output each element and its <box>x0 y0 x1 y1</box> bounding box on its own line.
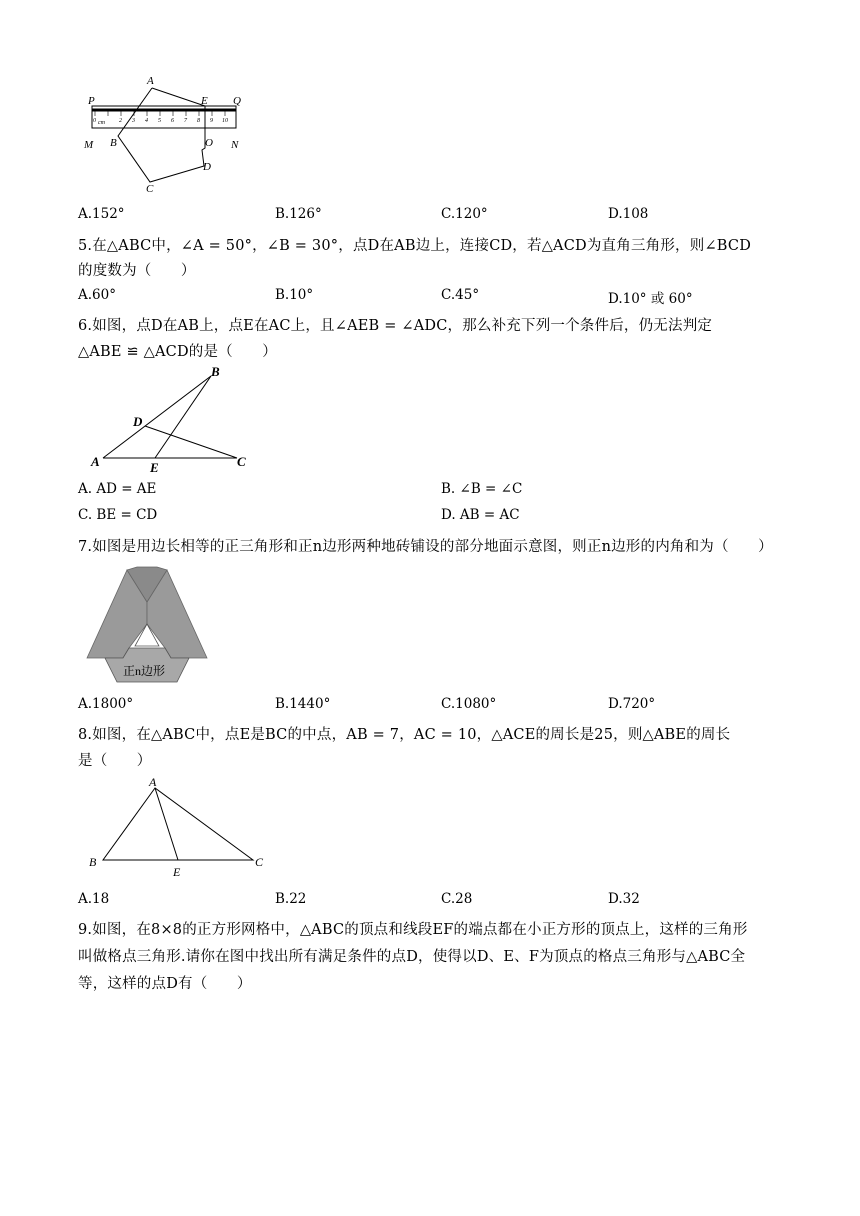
q7-option-a[interactable]: A.1800° <box>78 696 134 712</box>
ruler-tick-2: 2 <box>119 118 122 124</box>
label-Q: Q <box>233 95 241 107</box>
label-B: B <box>110 137 117 149</box>
q4-option-d[interactable]: D.108 <box>608 206 649 222</box>
q8-option-a[interactable]: A.18 <box>78 891 110 907</box>
q9-text-line3: 等，这样的点D有（ ） <box>78 976 252 992</box>
q8-option-b[interactable]: B.22 <box>275 891 307 907</box>
ruler-tick-5: 5 <box>158 118 161 124</box>
q4-option-b[interactable]: B.126° <box>275 206 322 222</box>
ruler-unit: cm <box>98 120 105 126</box>
pentagon-outline <box>118 88 205 182</box>
label-C: C <box>255 855 264 869</box>
q7-option-b[interactable]: B.1440° <box>275 696 331 712</box>
q6-option-b[interactable]: B. ∠B = ∠C <box>441 481 523 497</box>
q5-option-c[interactable]: C.45° <box>441 287 480 303</box>
ruler-tick-6: 6 <box>171 118 174 124</box>
q4-option-c[interactable]: C.120° <box>441 206 488 222</box>
q6-figure <box>85 362 260 474</box>
q5-text-line2: 的度数为（ ） <box>78 263 196 279</box>
segment-AB <box>103 376 211 458</box>
q6-text-line2: △ABE ≌ △ACD的是（ ） <box>78 344 277 360</box>
q5-option-d[interactable]: D.10° 或 60° <box>608 291 693 307</box>
label-N: N <box>231 139 239 151</box>
ruler-tick-7: 7 <box>184 118 187 124</box>
ruler-tick-4: 4 <box>145 118 148 124</box>
label-B: B <box>211 364 220 379</box>
q8-figure <box>85 776 270 880</box>
ruler-tick-9: 9 <box>210 118 213 124</box>
q8-option-c[interactable]: C.28 <box>441 891 473 907</box>
q7-figure <box>85 566 210 686</box>
q5-text-line1: 5.在△ABC中，∠A = 50°，∠B = 30°，点D在AB边上，连接CD，若△ACD为直角三角形，则∠BCD <box>78 238 752 254</box>
q6-option-c[interactable]: C. BE = CD <box>78 507 158 523</box>
label-D: D <box>203 161 211 173</box>
label-E: E <box>201 95 208 107</box>
q5-option-b[interactable]: B.10° <box>275 287 314 303</box>
label-C: C <box>146 183 154 195</box>
q7-option-d[interactable]: D.720° <box>608 696 656 712</box>
q5-option-a[interactable]: A.60° <box>78 287 116 303</box>
q6-text-line1: 6.如图，点D在AB上，点E在AC上，且∠AEB = ∠ADC，那么补充下列一个条件后，仍无法判定 <box>78 318 713 334</box>
ruler-tick-8: 8 <box>197 118 200 124</box>
label-C: C <box>237 454 246 469</box>
ruler-tick-3: 3 <box>132 118 135 124</box>
triangle-ABC <box>103 788 253 860</box>
ruler-tick-10: 10 <box>222 118 228 124</box>
ruler-tick-0: 0 <box>93 118 96 124</box>
label-E: E <box>150 460 159 474</box>
q4-option-a[interactable]: A.152° <box>78 206 125 222</box>
q8-text-line1: 8.如图，在△ABC中，点E是BC的中点，AB = 7，AC = 10，△ACE的周长是25，则△ABE的周长 <box>78 727 731 743</box>
label-A: A <box>147 75 154 87</box>
label-D: D <box>133 414 143 429</box>
label-P: P <box>88 95 95 107</box>
q7-option-c[interactable]: C.1080° <box>441 696 497 712</box>
label-M: M <box>84 139 94 151</box>
label-A: A <box>91 454 100 469</box>
segment-AE <box>155 788 178 860</box>
label-E: E <box>173 865 181 879</box>
label-A: A <box>149 776 157 789</box>
regular-n-gon-label: 正n边形 <box>123 664 166 678</box>
q8-option-d[interactable]: D.32 <box>608 891 640 907</box>
q9-text-line1: 9.如图，在8×8的正方形网格中，△ABC的顶点和线段EF的端点都在小正方形的顶点上，这样的三角形 <box>78 922 748 938</box>
q6-option-a[interactable]: A. AD = AE <box>78 481 157 497</box>
q6-option-d[interactable]: D. AB = AC <box>441 507 520 523</box>
q9-text-line2: 叫做格点三角形.请你在图中找出所有满足条件的点D，使得以D、E、F为顶点的格点三角形与△ABC全 <box>78 949 746 965</box>
q7-text-line1: 7.如图是用边长相等的正三角形和正n边形两种地砖铺设的部分地面示意图，则正n边形的内角和为（ ） <box>78 539 773 555</box>
q8-text-line2: 是（ ） <box>78 753 152 769</box>
q4-figure <box>80 70 250 200</box>
label-O: O <box>205 137 213 149</box>
label-B: B <box>89 855 97 869</box>
